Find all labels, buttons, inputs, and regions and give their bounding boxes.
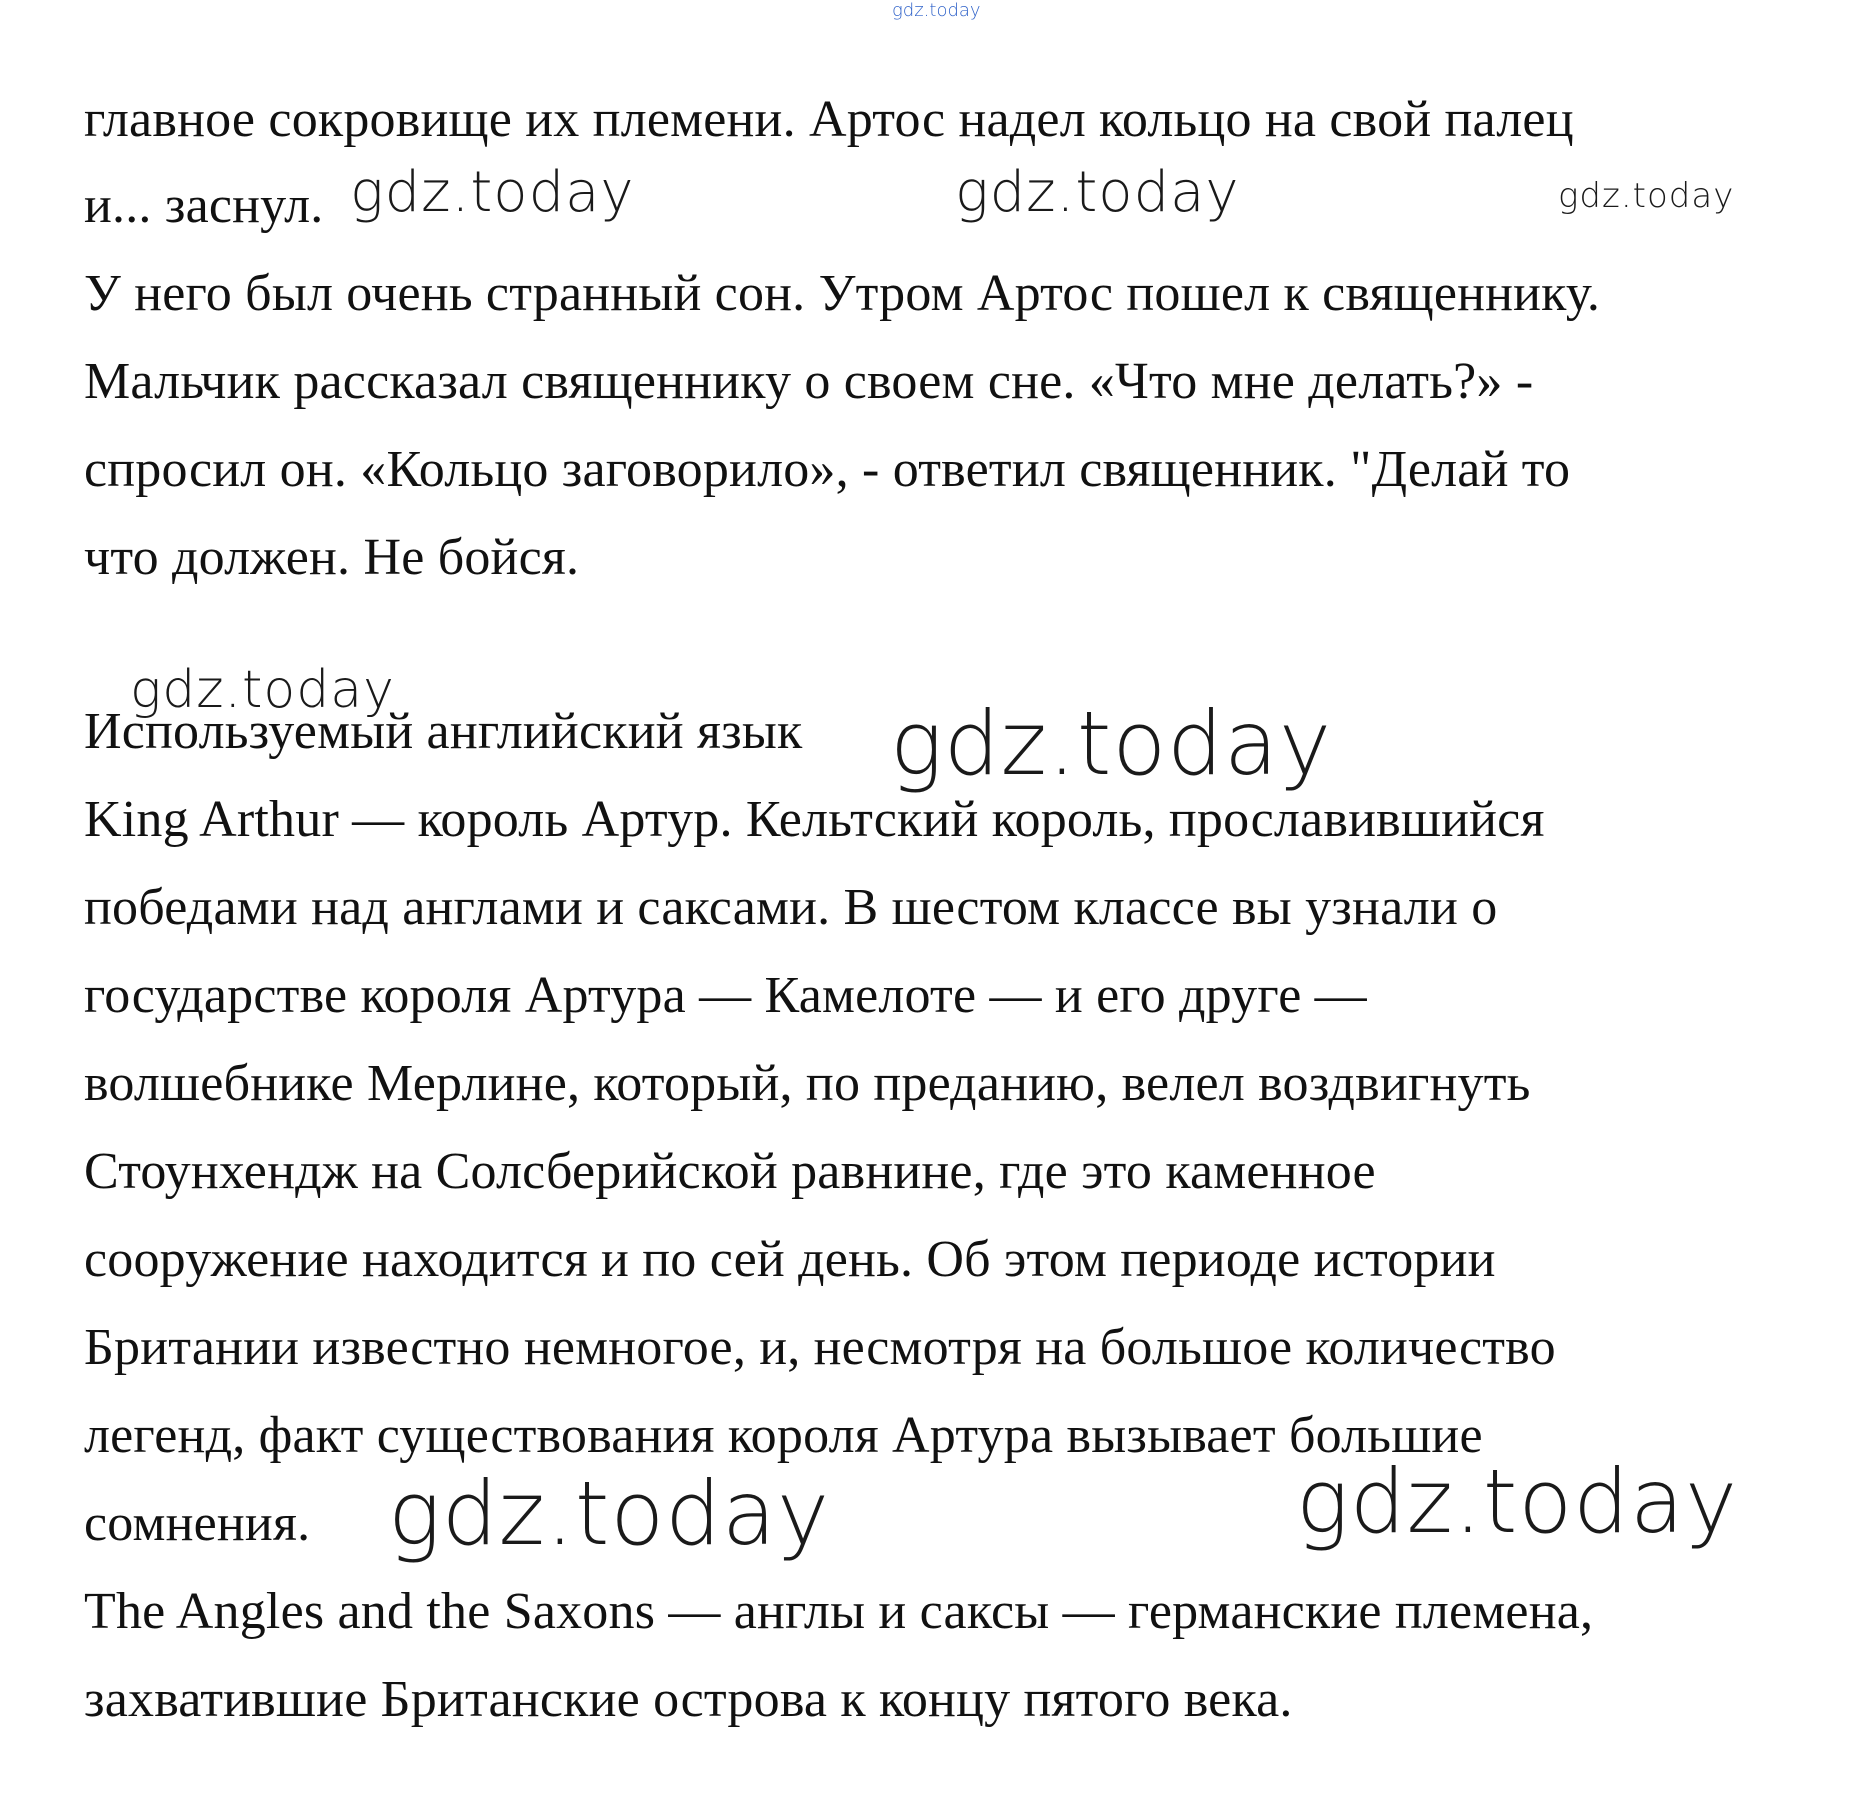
paragraph1-line2: и... заснул. xyxy=(84,177,324,234)
paragraph3-line4: волшебнике Мерлине, который, по преданию, велел воздвигнуть xyxy=(84,1055,1531,1112)
paragraph3-line6: сооружение находится и по сей день. Об этом периоде истории xyxy=(84,1231,1496,1288)
watermark-line2-b: gdz.today xyxy=(955,160,1240,225)
paragraph4-line1: The Angles and the Saxons — англы и саксы — германские племена, xyxy=(84,1583,1594,1640)
paragraph3-line7: Британии известно немногое, и, несмотря на большое количество xyxy=(84,1319,1556,1376)
paragraph3-line9: сомнения. xyxy=(84,1495,311,1552)
paragraph2-line3: спросил он. «Кольцо заговорило», - ответил священник. "Делай то xyxy=(84,441,1571,498)
paragraph1-line1: главное сокровище их племени. Артос надел кольцо на свой палец xyxy=(84,91,1574,148)
paragraph3-line5: Стоунхендж на Солсберийской равнине, где это каменное xyxy=(84,1143,1376,1200)
watermark-line2-c: gdz.today xyxy=(1558,176,1735,216)
paragraph3-line8: легенд, факт существования короля Артура вызывает большие xyxy=(84,1407,1483,1464)
watermark-line2-a: gdz.today xyxy=(350,160,635,225)
watermark-top: gdz.today xyxy=(892,0,981,21)
watermark-heading-right: gdz.today xyxy=(890,692,1333,795)
paragraph2-line1: У него был очень странный сон. Утром Артос пошел к священнику. xyxy=(84,265,1601,322)
watermark-bottom-right: gdz.today xyxy=(1296,1450,1739,1553)
paragraph3-line1: King Arthur — король Артур. Кельтский король, прославившийся xyxy=(84,791,1545,848)
watermark-bottom-left: gdz.today xyxy=(388,1462,831,1565)
paragraph2-line2: Мальчик рассказал священнику о своем сне. «Что мне делать?» - xyxy=(84,353,1534,410)
paragraph3-line2: победами над англами и саксами. В шестом классе вы узнали о xyxy=(84,879,1498,936)
section-heading: Используемый английский язык xyxy=(84,703,803,760)
paragraph2-line4: что должен. Не бойся. xyxy=(84,529,580,586)
paragraph3-line3: государстве короля Артура — Камелоте — и его друге — xyxy=(84,967,1367,1024)
watermark-heading-above: gdz.today xyxy=(130,660,395,720)
paragraph4-line2: захватившие Британские острова к концу пятого века. xyxy=(84,1671,1293,1728)
